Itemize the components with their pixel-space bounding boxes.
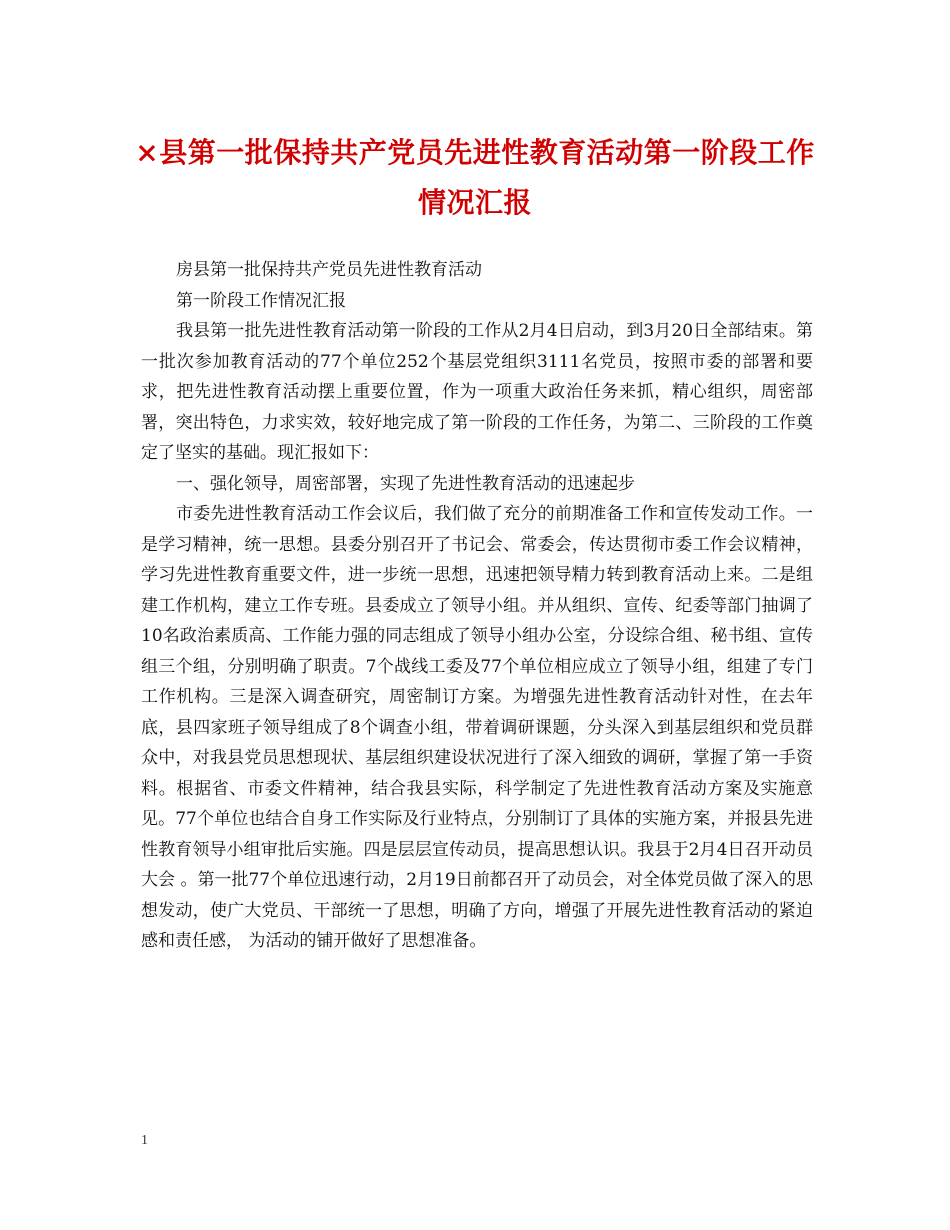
document-title: ×县第一批保持共产党员先进性教育活动第一阶段工作情况汇报 (135, 136, 815, 219)
page-number: 1 (141, 1133, 148, 1148)
document-body (141, 255, 813, 957)
paragraph-section-1: 市委先进性教育活动工作会议后，我们做了充分的前期准备工作和宣传发动工作。一是学习精神，统一思想。县委分别召开了书记会、常委会，传达贯彻市委工作会议精神，学习先进性教育重要文件，进一步统一思想，迅速把领导精力转到教育活动上来。二是组建工作机构，建立工作专班。县委成立了领导小组。并从组织、宣传、纪委等部门抽调了10名政治素质高、工作能力强的同志组成了领导小组办公室，分设综合组、秘书组、宣传组三个组，分别明确了职责。7个战线工委及77个单位相应成立了领导小组，组建了专门工作机构。三是深入调查研究，周密制订方案。为增强先进性教育活动针对性，在去年底，县四家班子领导组成了8个调查小组，带着调研课题，分头深入到基层组织和党员群众中，对我县党员思想现状、基层组织建设状况进行了深入细致的调研，掌握了第一手资料。根据省、市委文件精神，结合我县实际，科学制定了先进性教育活动方案及实施意见。77个单位也结合自身工作实际及行业特点，分别制订了具体的实施方案，并报县先进性教育领导小组审批后实施。四是层层宣传动员，提高思想认识。我县于2月4日召开动员大会 。第一批77个单位迅速行动，2月19日前都召开了动员会，对全体党员做了深入的思想发动，使广大党员、干部统一了思想，明确了方向，增强了开展先进性教育活动的紧迫感和责任感， 为活动的铺开做好了思想准备。 (141, 504, 813, 951)
section-heading-1: 一、强化领导，周密部署，实现了先进性教育活动的迅速起步 (176, 473, 635, 494)
paragraph-heading-2: 第一阶段工作情况汇报 (176, 290, 346, 311)
paragraph-heading-1: 房县第一批保持共产党员先进性教育活动 (176, 260, 482, 280)
paragraph-intro: 我县第一批先进性教育活动第一阶段的工作从2月4日启动，到3月20日全部结束。第一批次参加教育活动的77个单位252个基层党组织3111名党员，按照市委的部署和要求，把先进性教育活动摆上重要位置，作为一项重大政治任务来抓，精心组织，周密部署，突出特色，力求实效，较好地完成了第一阶段的工作任务，为第二、三阶段的工作奠定了坚实的基础。现汇报如下： (141, 321, 813, 463)
